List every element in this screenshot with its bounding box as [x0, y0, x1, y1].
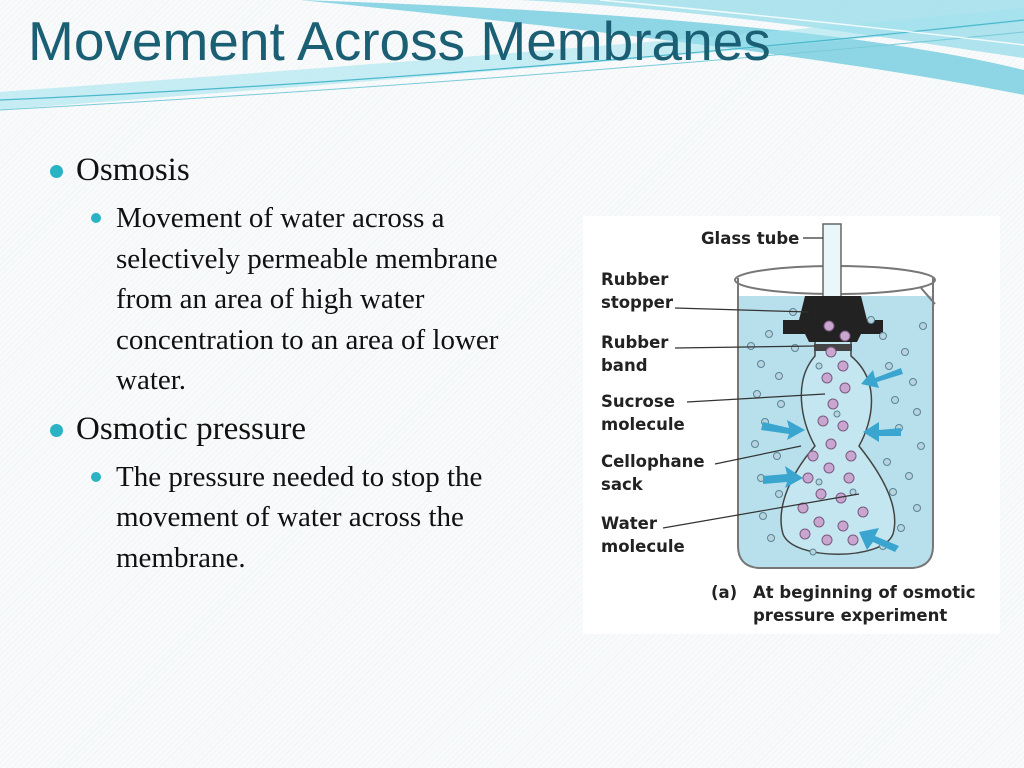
label-cellophane-line2: sack	[601, 475, 643, 494]
label-water-line2: molecule	[601, 537, 685, 556]
bullet-osmotic-pressure: Osmotic pressure	[50, 409, 540, 449]
label-sucrose-line2: molecule	[601, 415, 685, 434]
bullet-list	[50, 150, 540, 586]
caption-line2: pressure experiment	[753, 606, 948, 625]
caption-marker: (a)	[711, 583, 738, 602]
caption-line1: At beginning of osmotic	[753, 583, 976, 602]
sub-bullet-osmosis-definition: Movement of water across a selectively permeable membrane from an area of high water concentration to an area of lower water.	[50, 198, 540, 401]
label-glass-tube: Glass tube	[701, 229, 800, 248]
label-rubber-stopper-line1: Rubber	[601, 270, 669, 289]
osmosis-beaker-diagram	[583, 216, 1000, 634]
sub-bullet-osmotic-pressure-definition: The pressure needed to stop the movement of water across the membrane.	[50, 457, 540, 579]
label-sucrose-line1: Sucrose	[601, 392, 675, 411]
label-rubber-band-line2: band	[601, 356, 648, 375]
label-water-line1: Water	[601, 514, 657, 533]
bullet-osmosis: Osmosis	[50, 150, 540, 190]
label-cellophane-line1: Cellophane	[601, 452, 705, 471]
slide-title: Movement Across Membranes	[28, 10, 771, 72]
label-rubber-band-line1: Rubber	[601, 333, 669, 352]
label-rubber-stopper-line2: stopper	[601, 293, 673, 312]
